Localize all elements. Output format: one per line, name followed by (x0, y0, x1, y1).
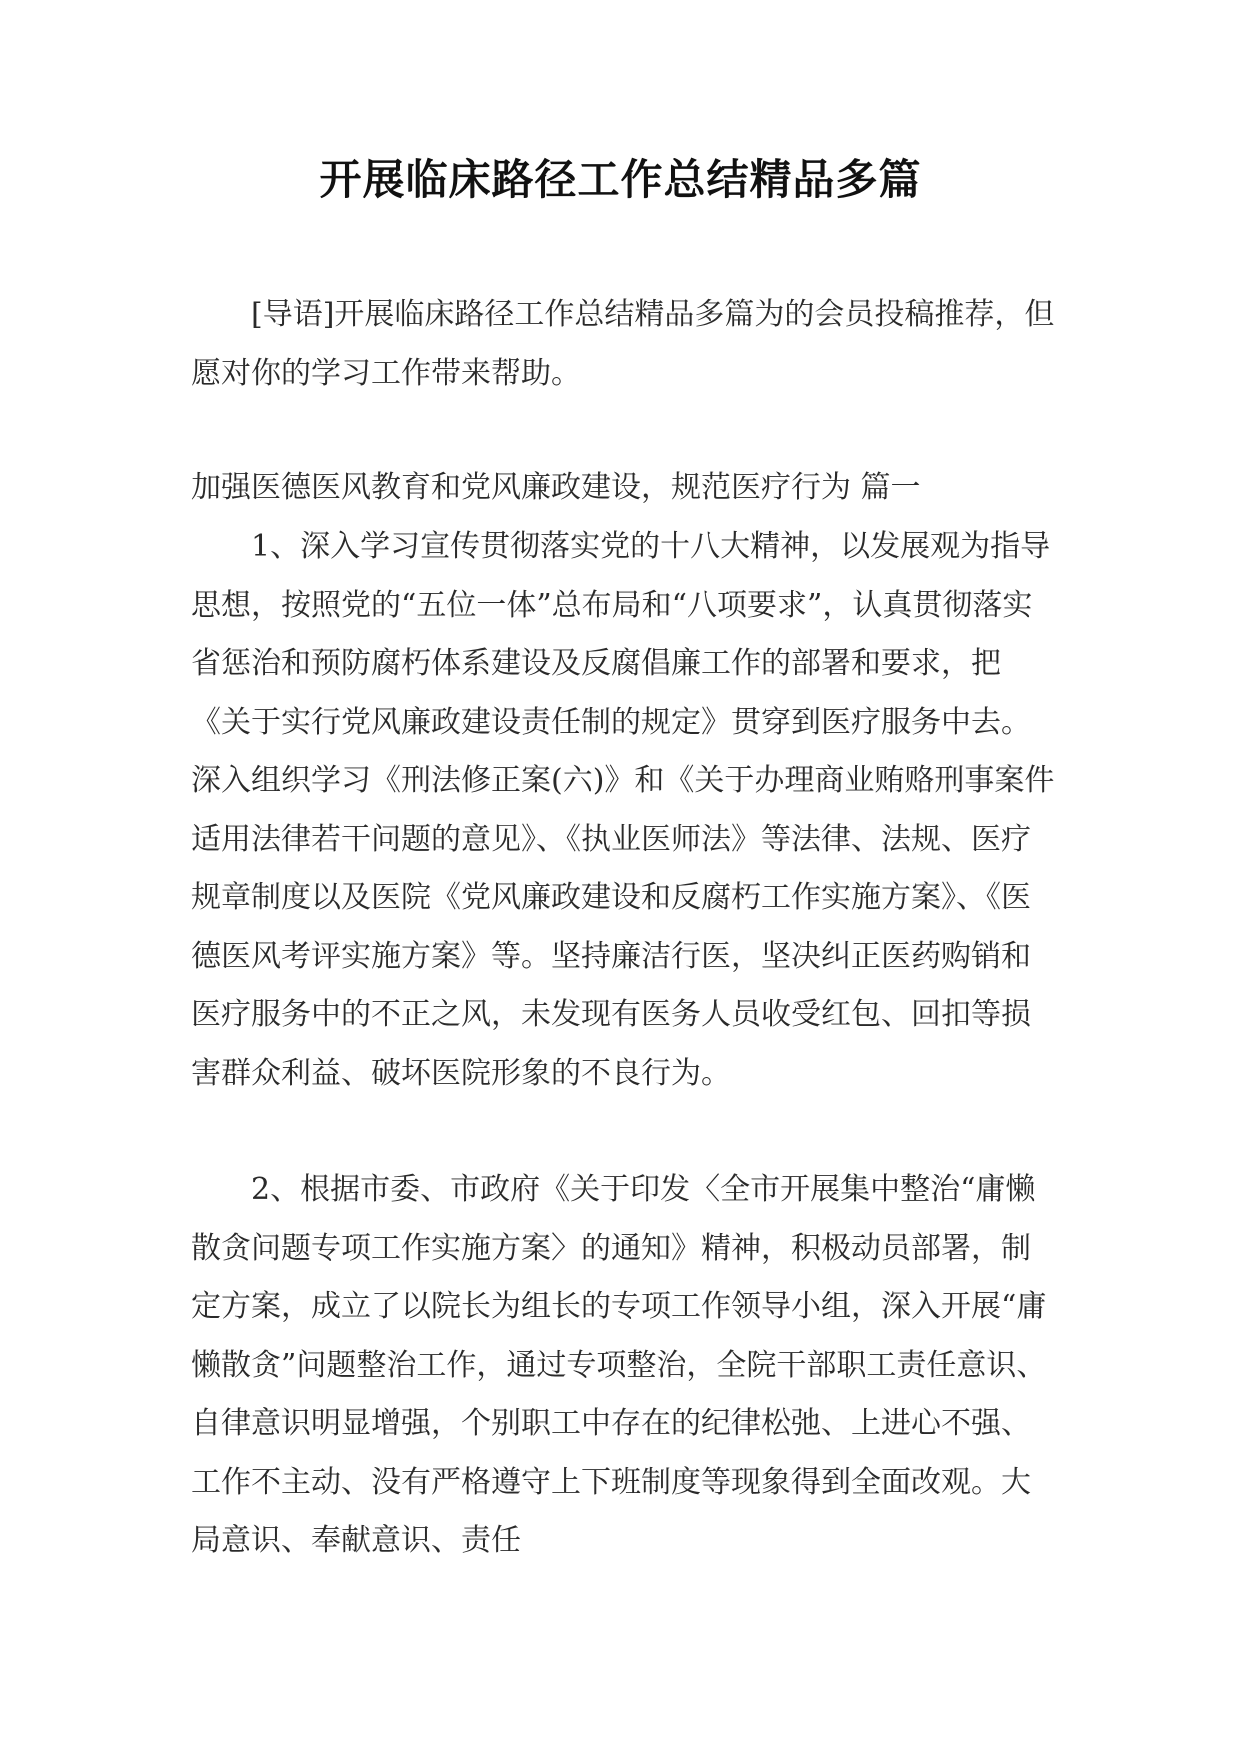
intro-paragraph: [导语]开展临床路径工作总结精品多篇为的会员投稿推荐，但愿对你的学习工作带来帮助。 (191, 297, 1055, 391)
document-title: 开展临床路径工作总结精品多篇 (319, 155, 922, 204)
section-heading: 加强医德医风教育和党风廉政建设，规范医疗行为 篇一 (191, 470, 921, 505)
body-paragraph-2: 2、根据市委、市政府《关于印发〈全市开展集中整治“庸懒散贪问题专项工作实施方案〉的通知》精神，积极动员部署，制定方案，成立了以院长为组长的专项工作领导小组，深入开展“庸懒散贪”问题整治工作，通过专项整治，全院干部职工责任意识、自律意识明显增强，个别职工中存在的纪律松弛、上进心不强、工作不主动、没有严格遵守上下班制度等现象得到全面改观。大局意识、奉献意识、责任 (191, 1172, 1047, 1558)
body-paragraph-1: 1、深入学习宣传贯彻落实党的十八大精神，以发展观为指导思想，按照党的“五位一体”总布局和“八项要求”，认真贯彻落实省惩治和预防腐朽体系建设及反腐倡廉工作的部署和要求，把《关于实行党风廉政建设责任制的规定》贯穿到医疗服务中去。深入组织学习《刑法修正案(六)》和《关于办理商业贿赂刑事案件适用法律若干问题的意见》、《执业医师法》等法律、法规、医疗规章制度以及医院《党风廉政建设和反腐朽工作实施方案》、《医德医风考评实施方案》等。坚持廉洁行医，坚决纠正医药购销和医疗服务中的不正之风，未发现有医务人员收受红包、回扣等损害群众利益、破坏医院形象的不良行为。 (191, 529, 1055, 1091)
